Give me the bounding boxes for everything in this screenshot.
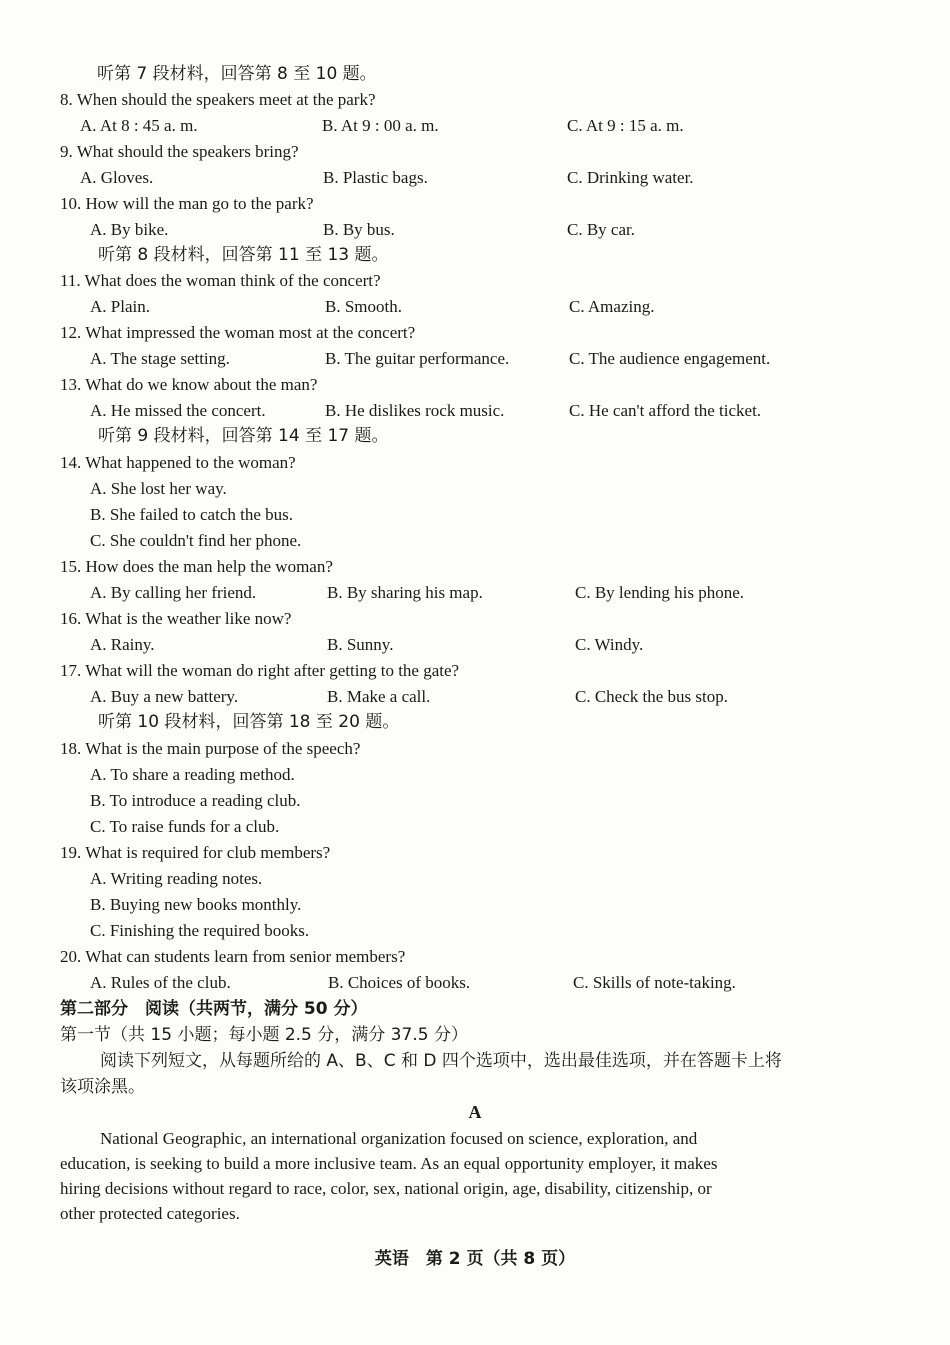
q13-stem: 13. What do we know about the man? [60, 375, 318, 394]
q19-stem: 19. What is required for club members? [60, 843, 331, 862]
instruction-section-7: 听第 7 段材料，回答第 8 至 10 题。 [97, 64, 377, 84]
page-footer: 英语 第 2 页（共 8 页） [374, 1249, 576, 1269]
q9-option-b: B. Plastic bags. [323, 168, 428, 187]
q20-option-c: C. Skills of note-taking. [573, 973, 736, 992]
q15-option-c: C. By lending his phone. [575, 583, 745, 602]
q8-option-c: C. At 9 : 15 a. m. [567, 116, 684, 135]
q16-option-c: C. Windy. [575, 635, 644, 654]
q15-stem: 15. How does the man help the woman? [60, 557, 333, 576]
q12-option-b: B. The guitar performance. [325, 349, 510, 368]
passage-line-4: other protected categories. [60, 1204, 240, 1223]
q12-option-c: C. The audience engagement. [569, 349, 771, 368]
q11-option-b: B. Smooth. [325, 297, 402, 316]
q13-option-a: A. He missed the concert. [90, 401, 266, 420]
q19-option-a: A. Writing reading notes. [90, 869, 263, 888]
q12-stem: 12. What impressed the woman most at the concert? [60, 323, 416, 342]
q13-option-b: B. He dislikes rock music. [325, 401, 505, 420]
q20-option-b: B. Choices of books. [328, 973, 471, 992]
q20-option-a: A. Rules of the club. [90, 973, 231, 992]
q10-option-b: B. By bus. [323, 220, 395, 239]
q14-option-b: B. She failed to catch the bus. [90, 505, 294, 524]
passage-line-1: National Geographic, an international organization focused on science, exploration, and [100, 1129, 698, 1148]
q10-stem: 10. How will the man go to the park? [60, 194, 314, 213]
q14-option-a: A. She lost her way. [90, 479, 227, 498]
passage-line-3: hiring decisions without regard to race, color, sex, national origin, age, disability, citizenship, or [60, 1179, 712, 1198]
q17-option-b: B. Make a call. [327, 687, 431, 706]
q11-stem: 11. What does the woman think of the concert? [60, 271, 381, 290]
q8-stem: 8. When should the speakers meet at the park? [60, 90, 376, 109]
q14-option-c: C. She couldn't find her phone. [90, 531, 302, 550]
q14-stem: 14. What happened to the woman? [60, 453, 296, 472]
q16-option-a: A. Rainy. [90, 635, 155, 654]
part2-title: 第二部分 阅读（共两节，满分 50 分） [60, 999, 368, 1019]
q11-option-c: C. Amazing. [569, 297, 655, 316]
section1-heading: 第一节（共 15 小题；每小题 2.5 分，满分 37.5 分） [60, 1025, 468, 1045]
q10-option-a: A. By bike. [90, 220, 169, 239]
q9-stem: 9. What should the speakers bring? [60, 142, 299, 161]
passage-label: A [468, 1102, 482, 1122]
passage-line-2: education, is seeking to build a more inclusive team. As an equal opportunity employer, it makes [60, 1154, 718, 1173]
reading-instruction-line2: 该项涂黑。 [60, 1077, 145, 1097]
q12-option-a: A. The stage setting. [90, 349, 230, 368]
q17-option-c: C. Check the bus stop. [575, 687, 728, 706]
q16-option-b: B. Sunny. [327, 635, 394, 654]
q18-option-c: C. To raise funds for a club. [90, 817, 280, 836]
q20-stem: 20. What can students learn from senior members? [60, 947, 406, 966]
q13-option-c: C. He can't afford the ticket. [569, 401, 762, 420]
q19-option-b: B. Buying new books monthly. [90, 895, 302, 914]
q9-option-a: A. Gloves. [80, 168, 154, 187]
q15-option-a: A. By calling her friend. [90, 583, 257, 602]
q17-option-a: A. Buy a new battery. [90, 687, 239, 706]
q18-stem: 18. What is the main purpose of the speech? [60, 739, 361, 758]
q11-option-a: A. Plain. [90, 297, 150, 316]
q16-stem: 16. What is the weather like now? [60, 609, 292, 628]
instruction-section-10: 听第 10 段材料，回答第 18 至 20 题。 [98, 712, 400, 732]
q8-option-b: B. At 9 : 00 a. m. [322, 116, 439, 135]
q10-option-c: C. By car. [567, 220, 635, 239]
q18-option-b: B. To introduce a reading club. [90, 791, 301, 810]
q9-option-c: C. Drinking water. [567, 168, 694, 187]
instruction-section-8: 听第 8 段材料，回答第 11 至 13 题。 [98, 245, 389, 265]
q15-option-b: B. By sharing his map. [327, 583, 483, 602]
reading-instruction-line1: 阅读下列短文，从每题所给的 A、B、C 和 D 四个选项中，选出最佳选项，并在答题卡上将 [100, 1051, 782, 1071]
q8-option-a: A. At 8 : 45 a. m. [80, 116, 198, 135]
q18-option-a: A. To share a reading method. [90, 765, 295, 784]
q19-option-c: C. Finishing the required books. [90, 921, 310, 940]
q17-stem: 17. What will the woman do right after getting to the gate? [60, 661, 460, 680]
instruction-section-9: 听第 9 段材料，回答第 14 至 17 题。 [98, 426, 389, 446]
